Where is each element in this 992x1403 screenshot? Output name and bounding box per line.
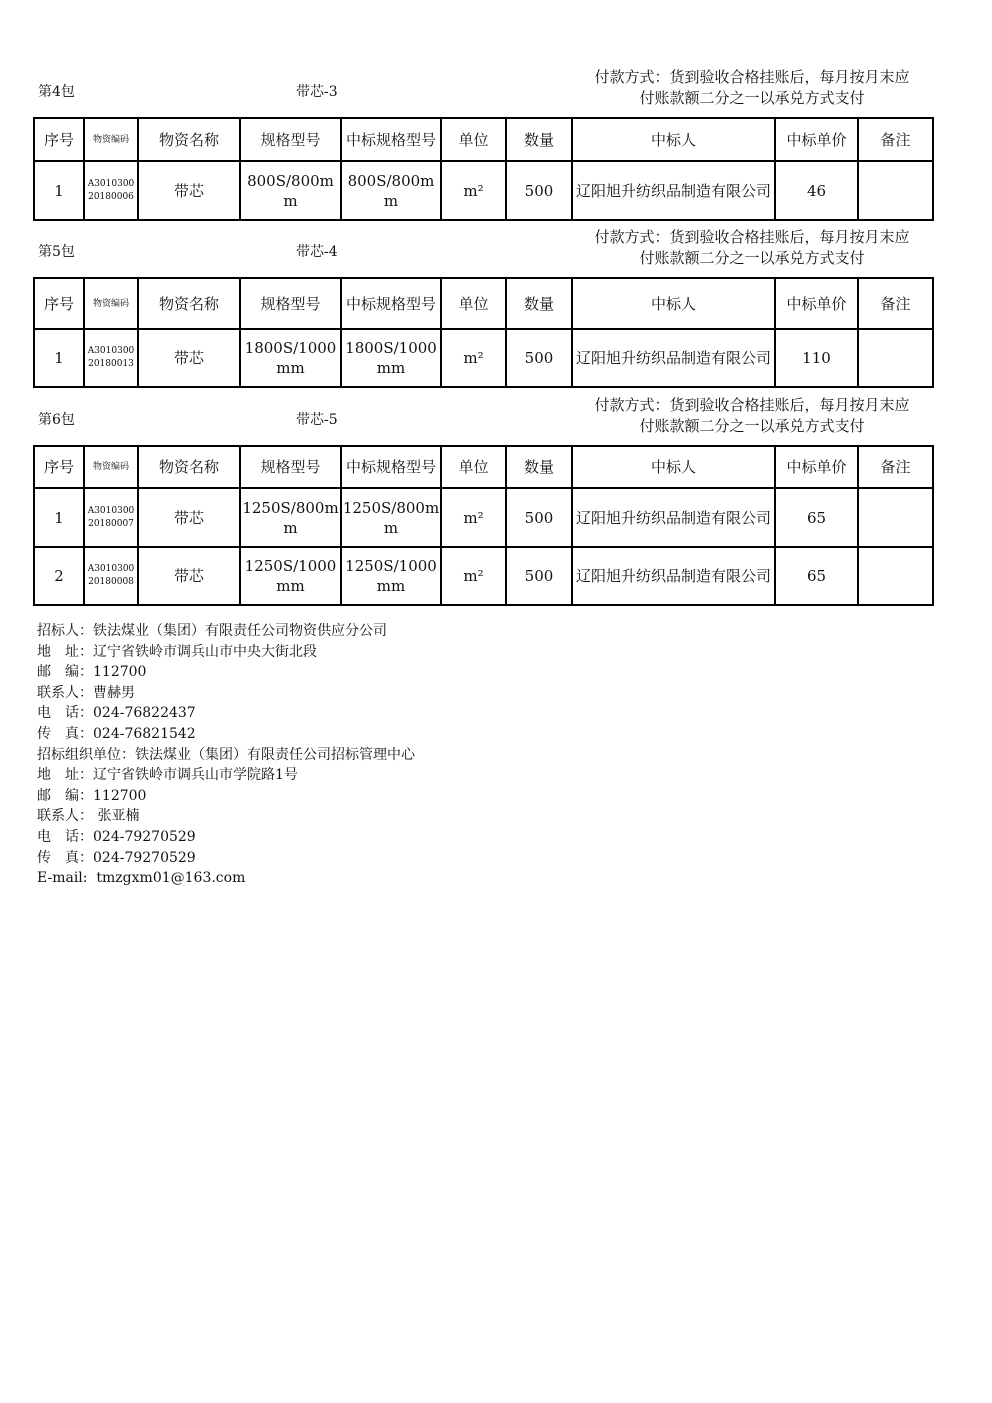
cell-seq: 1 [34,329,84,387]
header-cell: 中标规格型号 [341,278,441,329]
cell-qty: 500 [506,161,572,220]
header-cell: 物资名称 [138,446,240,488]
table-header-row [34,446,933,488]
contact-line: E-mail: tmzgxm01@163.com [37,870,246,887]
contact-line: 联系人：曹赫男 [37,684,135,701]
bid-table [33,445,934,606]
table-row [34,547,933,605]
contact-line: 邮 编：112700 [37,787,147,804]
cell-code: A301030020180008 [84,547,138,605]
header-cell: 中标单价 [775,278,858,329]
cell-price: 65 [775,547,858,605]
contact-line: 招标人：铁法煤业（集团）有限责任公司物资供应分公司 [37,623,387,639]
package-name: 带芯-5 [296,412,338,428]
header-cell: 数量 [506,118,572,161]
contact-line: 传 真：024-76821542 [37,725,196,742]
bid-table [33,277,934,388]
cell-winner: 辽阳旭升纺织品制造有限公司 [572,547,775,605]
payment-line: 付款方式：货到验收合格挂账后，每月按月末应 [594,396,910,414]
contact-line: 联系人： 张亚楠 [37,808,140,825]
cell-bid-spec: 1250S/1000mm [341,547,441,605]
header-cell: 备注 [858,446,933,488]
bid-table [33,117,934,221]
payment-line: 付账款额二分之一以承兑方式支付 [639,417,865,435]
cell-qty: 500 [506,488,572,547]
header-cell: 备注 [858,278,933,329]
contact-line: 招标组织单位：铁法煤业（集团）有限责任公司招标管理中心 [37,746,415,763]
cell-unit: m² [441,161,506,220]
header-cell: 序号 [34,278,84,329]
package-name: 带芯-4 [296,244,338,260]
package-number: 第4包 [38,84,75,100]
header-cell: 单位 [441,446,506,488]
header-cell: 中标单价 [775,446,858,488]
header-cell: 物资编码 [84,446,138,488]
table-row [34,161,933,220]
payment-terms [572,67,932,109]
header-cell: 中标人 [572,278,775,329]
cell-item: 带芯 [138,161,240,220]
contact-info [37,621,415,889]
contact-line: 地 址：辽宁省铁岭市调兵山市中央大街北段 [37,643,317,660]
cell-winner: 辽阳旭升纺织品制造有限公司 [572,488,775,547]
cell-price: 46 [775,161,858,220]
cell-winner: 辽阳旭升纺织品制造有限公司 [572,161,775,220]
cell-spec: 1250S/1000mm [240,547,341,605]
payment-line: 付账款额二分之一以承兑方式支付 [639,89,865,107]
header-cell: 规格型号 [240,446,341,488]
cell-unit: m² [441,547,506,605]
cell-price: 65 [775,488,858,547]
contact-line: 地 址：辽宁省铁岭市调兵山市学院路1号 [37,767,298,784]
cell-spec: 1800S/1000mm [240,329,341,387]
cell-seq: 2 [34,547,84,605]
cell-spec: 1250S/800mm [240,488,341,547]
cell-qty: 500 [506,329,572,387]
header-cell: 物资名称 [138,278,240,329]
table-header-row [34,118,933,161]
header-cell: 中标单价 [775,118,858,161]
contact-line: 电 话：024-76822437 [37,705,196,722]
header-cell: 备注 [858,118,933,161]
payment-terms [572,227,932,269]
cell-code: A301030020180006 [84,161,138,220]
contact-line: 传 真：024-79270529 [37,849,196,866]
cell-item: 带芯 [138,329,240,387]
package-name: 带芯-3 [296,84,338,100]
header-cell: 序号 [34,118,84,161]
header-cell: 单位 [441,118,506,161]
header-cell: 中标规格型号 [341,118,441,161]
cell-price: 110 [775,329,858,387]
header-cell: 中标人 [572,118,775,161]
cell-seq: 1 [34,161,84,220]
table-row [34,488,933,547]
header-cell: 中标人 [572,446,775,488]
cell-bid-spec: 1800S/1000mm [341,329,441,387]
cell-unit: m² [441,488,506,547]
cell-seq: 1 [34,488,84,547]
header-cell: 数量 [506,278,572,329]
payment-line: 付款方式：货到验收合格挂账后，每月按月末应 [594,228,910,246]
table-header-row [34,278,933,329]
table-row [34,329,933,387]
header-cell: 物资名称 [138,118,240,161]
package-number: 第6包 [38,412,75,428]
header-cell: 序号 [34,446,84,488]
cell-code: A301030020180013 [84,329,138,387]
header-cell: 中标规格型号 [341,446,441,488]
cell-code: A301030020180007 [84,488,138,547]
header-cell: 物资编码 [84,118,138,161]
cell-qty: 500 [506,547,572,605]
payment-terms [572,395,932,437]
header-cell: 规格型号 [240,278,341,329]
cell-item: 带芯 [138,488,240,547]
payment-line: 付账款额二分之一以承兑方式支付 [639,249,865,267]
cell-remark [858,488,933,547]
cell-unit: m² [441,329,506,387]
header-cell: 规格型号 [240,118,341,161]
payment-line: 付款方式：货到验收合格挂账后，每月按月末应 [594,68,910,86]
contact-line: 邮 编：112700 [37,664,147,681]
cell-bid-spec: 800S/800mm [341,161,441,220]
header-cell: 数量 [506,446,572,488]
package-number: 第5包 [38,244,75,260]
contact-line: 电 话：024-79270529 [37,828,196,845]
header-cell: 物资编码 [84,278,138,329]
cell-remark [858,547,933,605]
cell-spec: 800S/800mm [240,161,341,220]
cell-remark [858,161,933,220]
cell-bid-spec: 1250S/800mm [341,488,441,547]
cell-winner: 辽阳旭升纺织品制造有限公司 [572,329,775,387]
header-cell: 单位 [441,278,506,329]
cell-item: 带芯 [138,547,240,605]
cell-remark [858,329,933,387]
